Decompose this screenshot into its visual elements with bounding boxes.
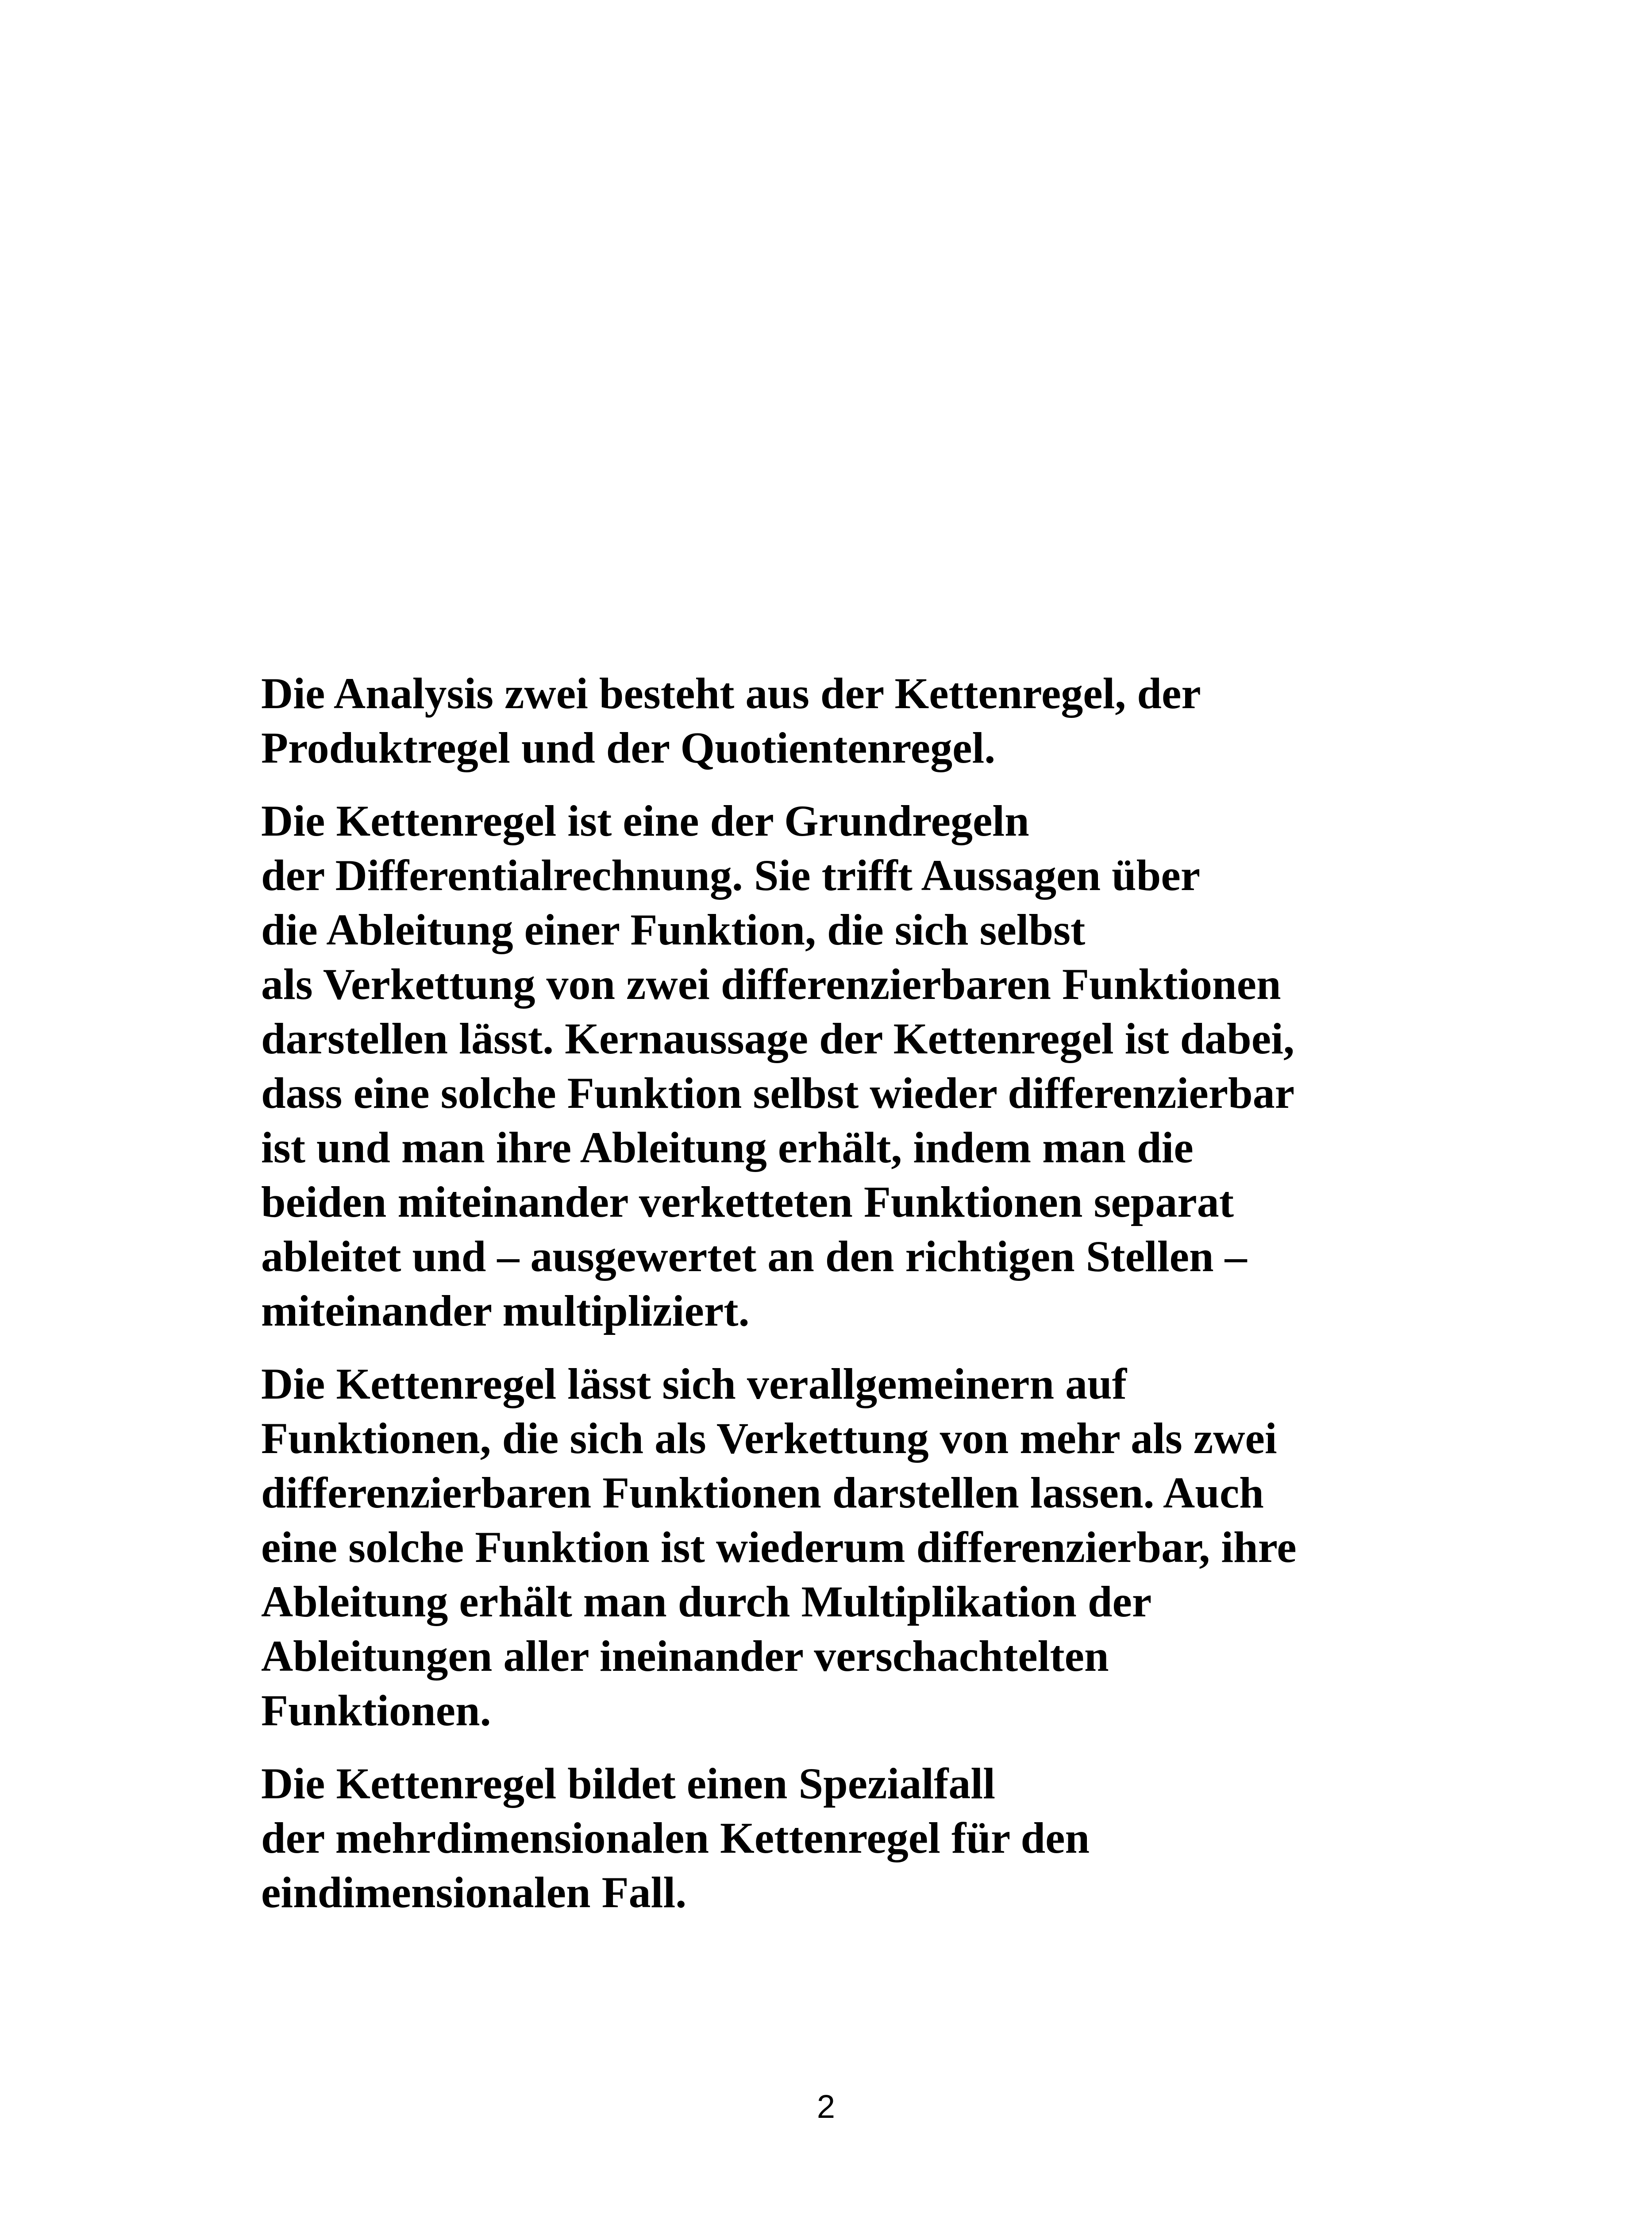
text-line: Ableitungen aller ineinander verschachtelten — [261, 1631, 1109, 1681]
paragraph-intro — [261, 666, 1589, 775]
text-line: Die Kettenregel ist eine der Grundregeln — [261, 796, 1029, 845]
text-line: Die Analysis zwei besteht aus der Kettenregel, der — [261, 669, 1201, 718]
text-line: ableitet und – ausgewertet an den richtigen Stellen – — [261, 1232, 1247, 1281]
text-line: Funktionen, die sich als Verkettung von mehr als zwei — [261, 1414, 1277, 1463]
text-line: der mehrdimensionalen Kettenregel für den — [261, 1813, 1090, 1862]
text-line: eindimensionalen Fall. — [261, 1868, 687, 1917]
text-line: differenzierbaren Funktionen darstellen lassen. Auch — [261, 1468, 1264, 1517]
page-number: 2 — [816, 2088, 836, 2125]
text-line: eine solche Funktion ist wiederum differenzierbar, ihre — [261, 1523, 1297, 1572]
body-text — [261, 666, 1589, 1938]
paragraph-kettenregel-definition — [261, 794, 1589, 1338]
text-line: Die Kettenregel lässt sich verallgemeinern auf — [261, 1359, 1127, 1408]
text-line: ist und man ihre Ableitung erhält, indem man die — [261, 1123, 1194, 1172]
text-line: beiden miteinander verketteten Funktionen separat — [261, 1177, 1234, 1226]
text-line: Produktregel und der Quotientenregel. — [261, 723, 996, 772]
text-line: die Ableitung einer Funktion, die sich selbst — [261, 905, 1086, 954]
paragraph-spezialfall — [261, 1756, 1589, 1920]
text-line: Ableitung erhält man durch Multiplikation der — [261, 1577, 1152, 1626]
text-line: der Differentialrechnung. Sie trifft Aussagen über — [261, 851, 1201, 900]
text-line: als Verkettung von zwei differenzierbaren Funktionen — [261, 960, 1281, 1009]
text-line: darstellen lässt. Kernaussage der Kettenregel ist dabei, — [261, 1014, 1294, 1063]
text-line: Funktionen. — [261, 1686, 491, 1735]
text-line: dass eine solche Funktion selbst wieder differenzierbar — [261, 1068, 1295, 1118]
text-line: miteinander multipliziert. — [261, 1286, 750, 1335]
paragraph-verallgemeinerung — [261, 1357, 1589, 1738]
text-line: Die Kettenregel bildet einen Spezialfall — [261, 1759, 995, 1808]
